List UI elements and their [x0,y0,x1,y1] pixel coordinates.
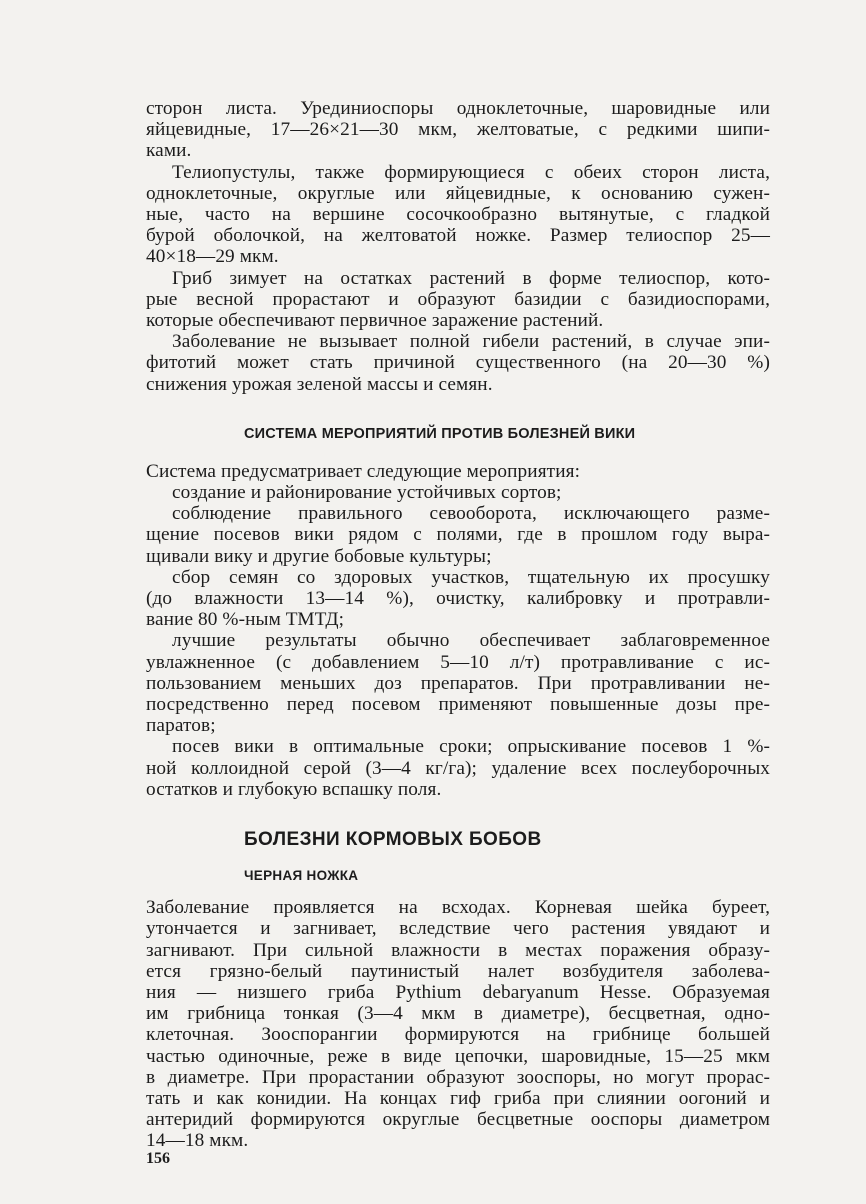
text-line: яйцевидные, 17—26×21—30 мкм, желтоватые, с редкими шипи- [146,119,770,141]
paragraph-sowing [146,736,770,800]
paragraph-yield-loss [146,331,770,395]
text-line: остатков и глубокую вспашку поля. [146,778,442,800]
text-line: (до влажности 13—14 %), очистку, калибровку и протравли- [146,588,770,610]
text-line: которые обеспечивают первичное заражение растений. [146,310,604,332]
text-line: ками. [146,140,192,162]
text-line: тать и как конидии. На концах гиф гриба при слиянии оогоний и [146,1087,770,1109]
text-line: Телиопустулы, также формирующиеся с обеих сторон листа, [172,161,770,183]
text-line: Система предусматривает следующие мероприятия: [146,460,581,482]
text-line: ется грязно-белый паутинистый налет возбудителя заболева- [146,960,770,982]
text-line: сторон листа. Урединиоспоры одноклеточные, шаровидные или [146,98,770,119]
paragraph-urediniospores [146,98,770,162]
text-line: ния — низшего гриба Pythium debaryanum Hesse. Образуемая [146,981,770,1003]
text-line: Гриб зимует на остатках растений в форме телиоспор, кото- [172,267,770,289]
text-line: клеточная. Зооспорангии формируются на грибнице большей [146,1024,770,1046]
text-line: загнивают. При сильной влажности в местах поражения образу- [146,939,770,961]
text-line: частью одиночные, реже в виде цепочки, шаровидные, 15—25 мкм [146,1045,770,1067]
text-line: Заболевание проявляется на всходах. Корневая шейка буреет, [146,897,770,919]
text-line: сбор семян со здоровых участков, тщательную их просушку [172,566,770,588]
paragraph-teliopustules [146,162,770,268]
text-line: в диаметре. При прорастании образуют зооспоры, но могут прорас- [146,1066,770,1088]
paragraph-seed-treatment [146,630,770,736]
text-line: утончается и загнивает, вследствие чего растения увядают и [146,918,770,940]
page-body [146,98,770,1152]
paragraph-seed-collection [146,567,770,631]
text-line: Заболевание не вызывает полной гибели растений, в случае эпи- [172,331,770,353]
text-line: посредственно перед посевом применяют повышенные дозы пре- [146,694,770,716]
text-line: создание и районирование устойчивых сортов; [172,482,562,504]
text-line: одноклеточные, округлые или яйцевидные, к основанию сужен- [146,182,770,204]
text-line: соблюдение правильного севооборота, исключающего разме- [172,503,770,525]
text-line: им грибница тонкая (3—4 мкм в диаметре), бесцветная, одно- [146,1003,770,1025]
text-line: лучшие результаты обычно обеспечивает заблаговременное [172,630,770,652]
text-line: вание 80 %-ным ТМТД; [146,609,345,631]
text-line: посев вики в оптимальные сроки; опрыскивание посевов 1 %- [172,736,770,758]
text-line: щивали вику и другие бобовые культуры; [146,545,492,567]
paragraph-crop-rotation [146,503,770,567]
text-line: щение посевов вики рядом с полями, где в прошлом году выра- [146,524,770,546]
text-line: фитотий может стать причиной существенного (на 20—30 %) [146,352,770,374]
subsection-heading: ЧЕРНАЯ НОЖКА [244,868,359,884]
text-line: 40×18—29 мкм. [146,246,279,268]
chapter-heading: БОЛЕЗНИ КОРМОВЫХ БОБОВ [244,829,542,851]
page-number: 156 [146,1150,170,1167]
text-line: ной коллоидной серой (3—4 кг/га); удаление всех послеуборочных [146,757,770,779]
paragraph-black-leg [146,897,770,1151]
paragraph-resistant-varieties [146,482,770,503]
text-line: антеридий формируются округлые бесцветные ооспоры диаметром [146,1109,770,1131]
text-line: ные, часто на вершине сосочкообразно вытянутые, с гладкой [146,204,770,226]
paragraph-overwintering [146,268,770,332]
section-heading-system: СИСТЕМА МЕРОПРИЯТИЙ ПРОТИВ БОЛЕЗНЕЙ ВИКИ [244,425,636,442]
text-line: рые весной прорастают и образуют базидии с базидиоспорами, [146,288,770,310]
text-line: увлажненное (с добавлением 5—10 л/т) протравливание с ис- [146,651,770,673]
text-line: снижения урожая зеленой массы и семян. [146,373,493,395]
paragraph-system-intro [146,461,770,482]
text-line: паратов; [146,715,216,737]
text-line: бурой оболочкой, на желтоватой ножке. Размер телиоспор 25— [146,225,770,247]
text-line: пользованием меньших доз препаратов. При протравливании не- [146,672,770,694]
text-line: 14—18 мкм. [146,1130,249,1152]
